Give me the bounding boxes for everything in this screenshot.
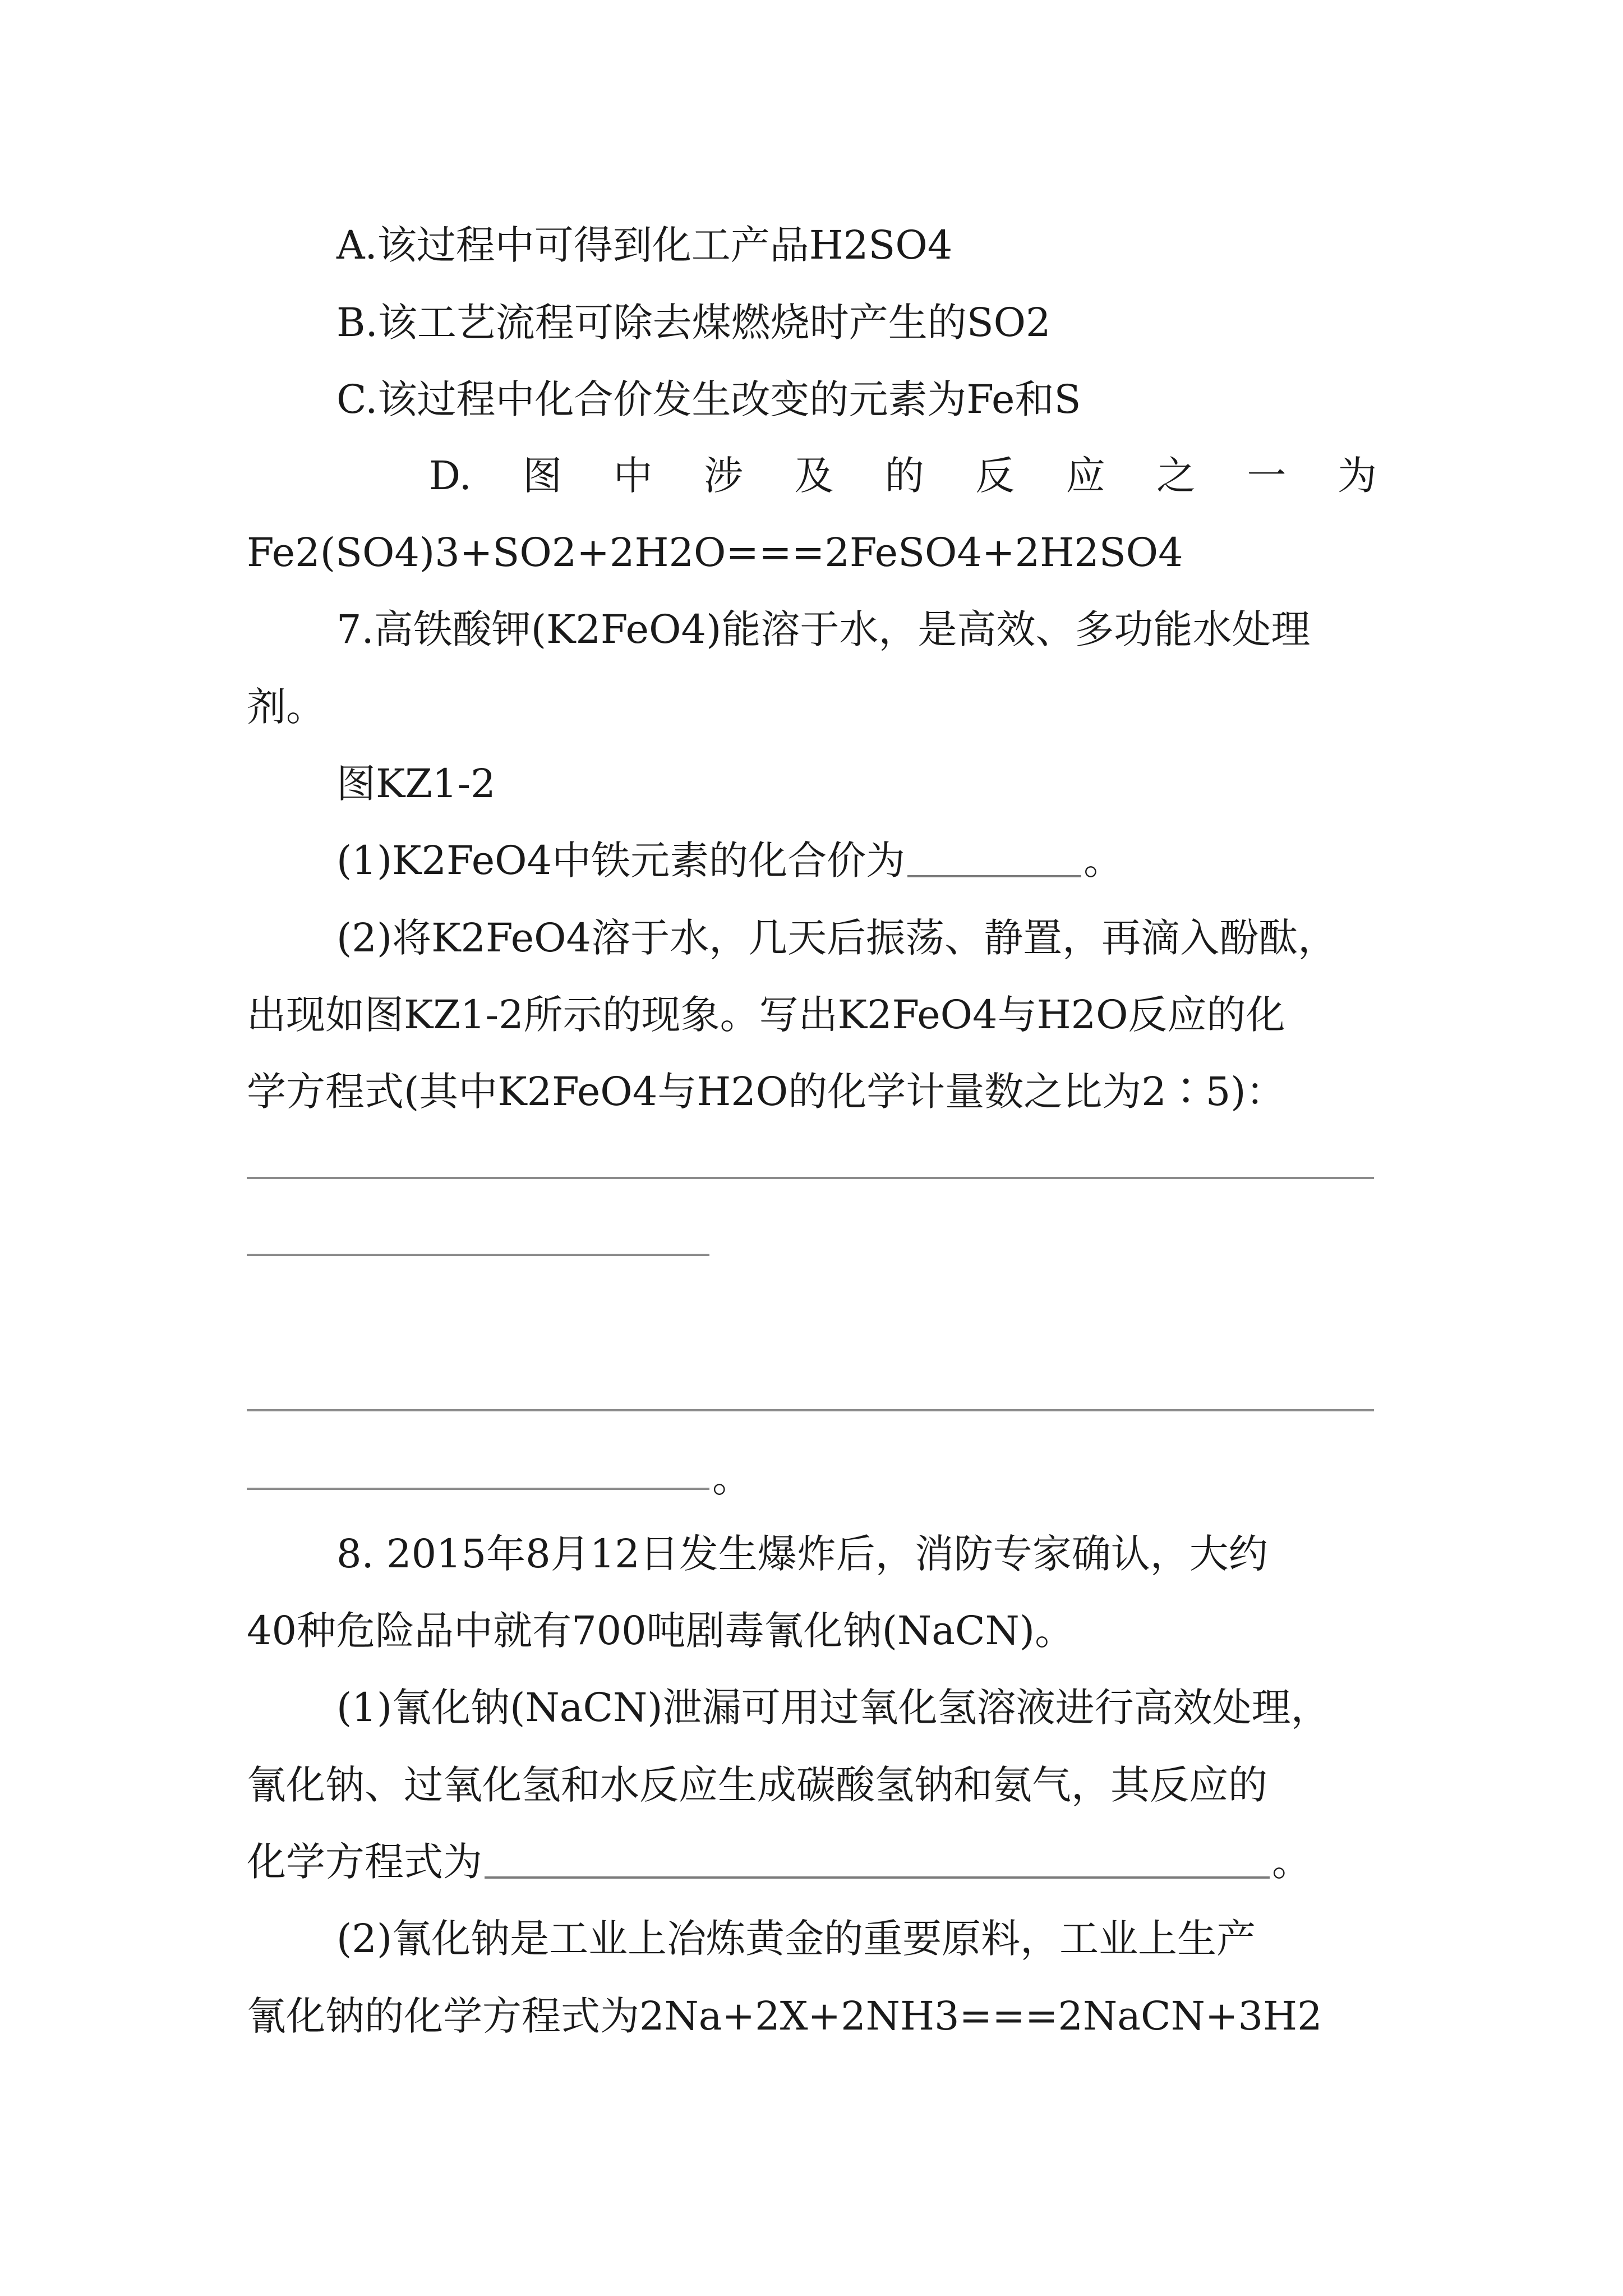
answer-blank[interactable] — [907, 875, 1081, 877]
option-d-char: 应 — [1066, 453, 1105, 499]
q8-part1-text: 化学方程式为 — [247, 1839, 482, 1885]
option-a: A.该过程中可得到化工产品H2SO4 — [336, 222, 953, 268]
option-d-line2: Fe2(SO4)3+SO2+2H2O===2FeSO4+2H2SO4 — [247, 530, 1183, 576]
q8-stem-line2: 40种危险品中就有700吨剧毒氰化钠(NaCN)。 — [247, 1608, 1075, 1654]
option-d-char: D. — [429, 453, 472, 499]
option-d-char: 图 — [523, 453, 562, 499]
option-d-char: 一 — [1247, 453, 1287, 499]
q7-part2-line3: 学方程式(其中K2FeO4与H2O的化学计量数之比为2∶5)： — [247, 1069, 1285, 1115]
answer-line[interactable] — [247, 1177, 1374, 1179]
answer-line[interactable] — [247, 1488, 709, 1490]
q8-stem-line1: 8. 2015年8月12日发生爆炸后，消防专家确认，大约 — [336, 1531, 1268, 1577]
q8-part1-end: 。 — [1272, 1839, 1311, 1885]
q8-part1-line1: (1)氰化钠(NaCN)泄漏可用过氧化氢溶液进行高效处理， — [336, 1685, 1330, 1731]
option-c: C.该过程中化合价发生改变的元素为Fe和S — [336, 376, 1081, 422]
option-d-line1 — [429, 453, 1377, 499]
q7-answer-end: 。 — [712, 1455, 751, 1501]
q8-part1-line3 — [247, 1839, 1311, 1885]
q8-part2-line1: (2)氰化钠是工业上冶炼黄金的重要原料，工业上生产 — [336, 1916, 1256, 1962]
q7-part2-line2: 出现如图KZ1-2所示的现象。写出K2FeO4与H2O反应的化 — [247, 992, 1285, 1038]
answer-line[interactable] — [247, 1254, 709, 1256]
option-b: B.该工艺流程可除去煤燃烧时产生的SO2 — [336, 300, 1051, 346]
q7-stem-line2: 剂。 — [247, 684, 325, 730]
answer-blank[interactable] — [485, 1876, 1270, 1879]
option-d-char: 及 — [794, 453, 834, 499]
q7-part1-end: 。 — [1083, 838, 1123, 884]
q7-part1-text: (1)K2FeO4中铁元素的化合价为 — [336, 838, 906, 884]
option-d-char: 涉 — [704, 453, 744, 499]
q7-stem-line1: 7.高铁酸钾(K2FeO4)能溶于水，是高效、多功能水处理 — [336, 606, 1311, 652]
option-d-char: 中 — [613, 453, 653, 499]
option-d-char: 之 — [1156, 453, 1196, 499]
q8-part1-line2: 氰化钠、过氧化氢和水反应生成碳酸氢钠和氨气，其反应的 — [247, 1762, 1267, 1808]
q7-part1 — [336, 838, 1123, 884]
answer-line[interactable] — [247, 1409, 1374, 1411]
option-d-char: 的 — [884, 453, 924, 499]
q8-part2-line2: 氰化钠的化学方程式为2Na+2X+2NH3===2NaCN+3H2 — [247, 1993, 1322, 2039]
option-d-char: 为 — [1337, 453, 1377, 499]
figure-caption: 图KZ1-2 — [336, 761, 496, 807]
option-d-char: 反 — [975, 453, 1015, 499]
q7-part2-line1: (2)将K2FeO4溶于水，几天后振荡、静置，再滴入酚酞， — [336, 915, 1338, 961]
